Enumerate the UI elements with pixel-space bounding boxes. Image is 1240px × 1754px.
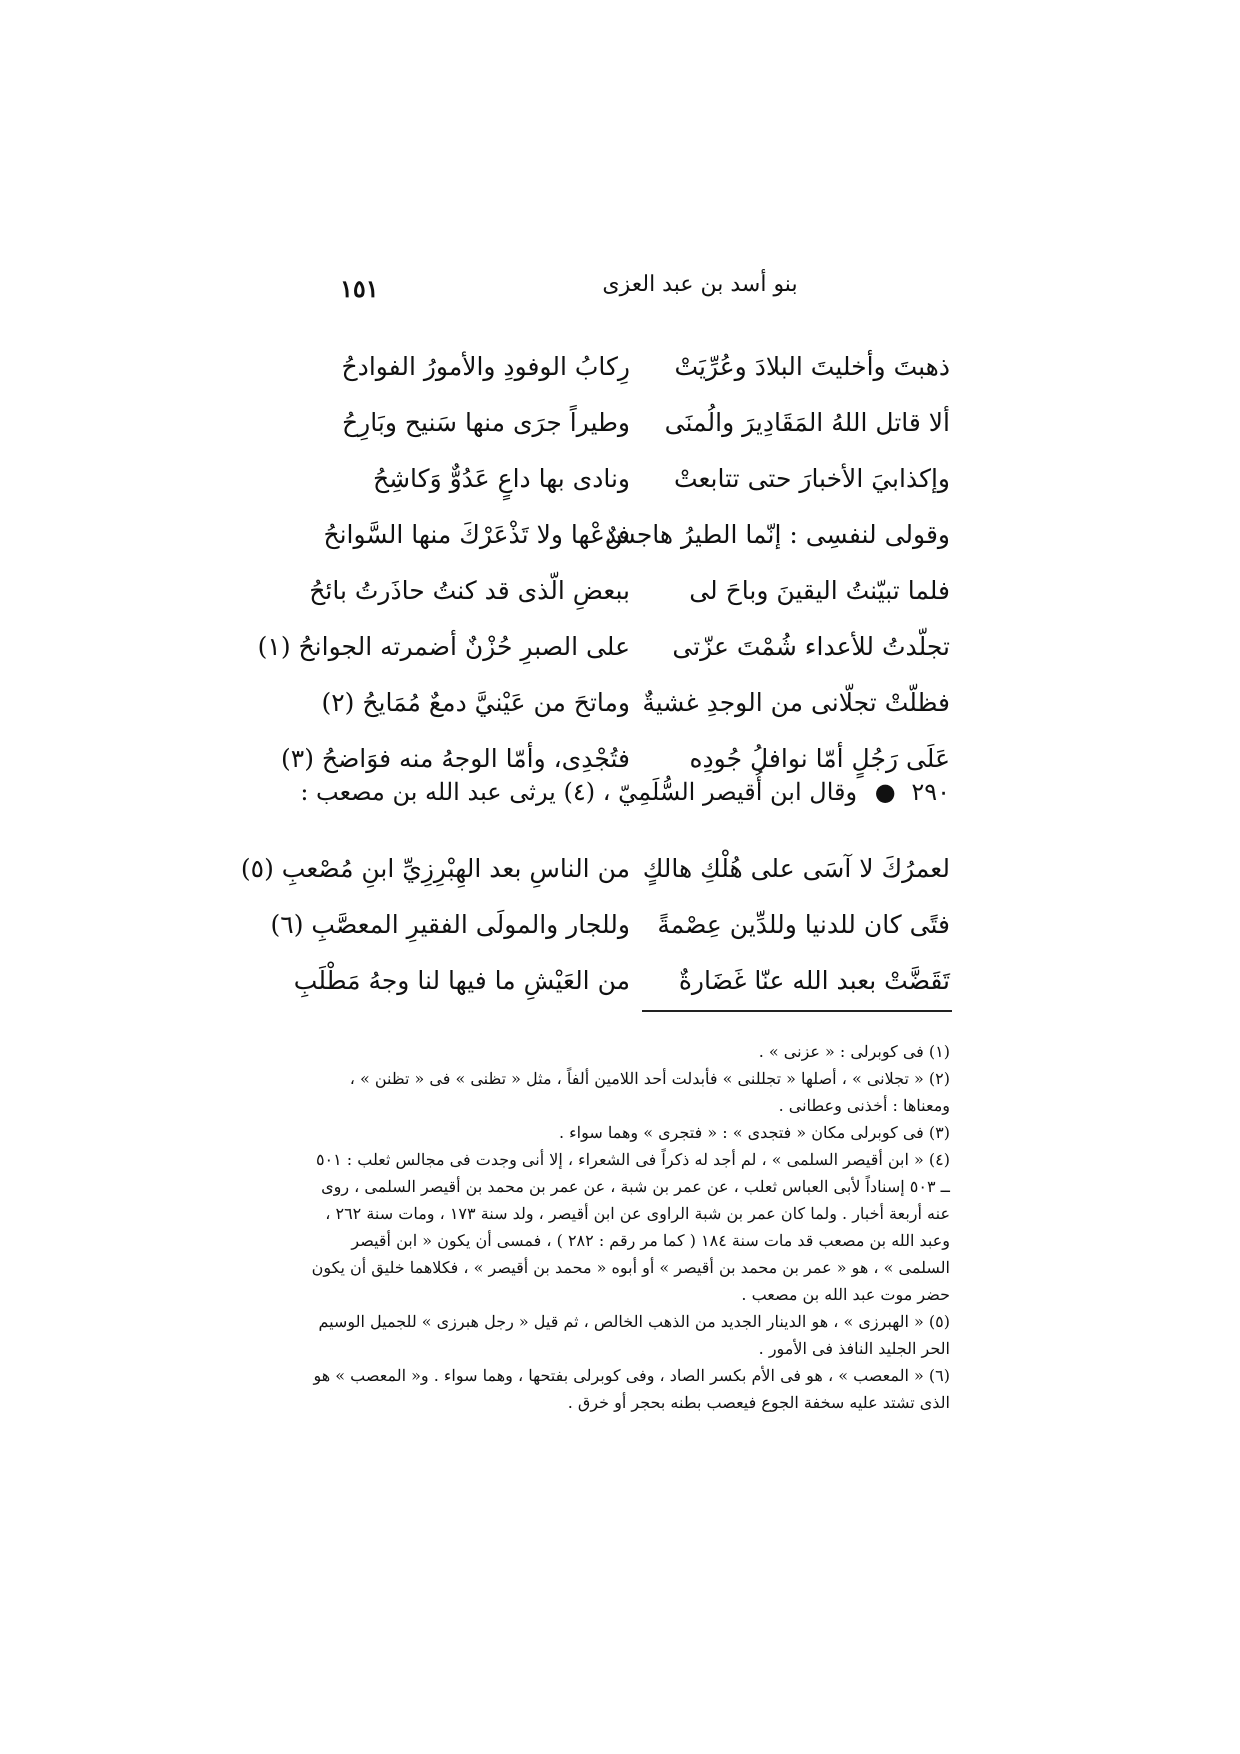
verse-line [240, 840, 950, 896]
verse-second-hemistich: من الناسِ بعد الهِبْرِزِيِّ ابنِ مُصْعبِ (٥) [240, 853, 630, 883]
verse-second-hemistich: وللجار والمولَى الفقيرِ المعصَّبِ (٦) [270, 909, 630, 939]
footnote: (٥) « الهبرزى » ، هو الدينار الجديد من الذهب الخالص ، ثم قيل « رجل هبرزى » للجميل الوسيم الحر الجليد النافذ فى الأمور . [318, 1312, 950, 1358]
footnote: (٣) فى كوبرلى مكان « فتجدى » : « فتجرى » وهما سواء . [558, 1123, 950, 1142]
verse-line [309, 562, 950, 618]
verse-line [330, 338, 950, 394]
verse-first-hemistich: تجلّدتُ للأعداء شُمْتَ عزّتى [672, 631, 950, 661]
page-header [330, 272, 950, 312]
footnote: (٦) « المعصب » ، هو فى الأم بكسر الصاد ، وفى كوبرلى بفتحها ، وهما سواء . و« المعصب » هو الذى تشتد عليه سخفة الجوع فيعصب بطنه بحجر أو خرق . [313, 1366, 950, 1412]
verse-line [330, 450, 950, 506]
elegy-poem-1 [257, 338, 950, 786]
verse-first-hemistich: فظلّتْ تجلّانى من الوجدِ غشيةٌ [642, 687, 950, 717]
verse-first-hemistich: لعمرُكَ لا آسَى على هُلْكِ هالكٍ [642, 853, 950, 883]
footnote: (١) فى كوبرلى : « عزنى » . [758, 1042, 950, 1061]
verse-first-hemistich: فتًى كان للدنيا وللدِّين عِصْمةً [657, 909, 950, 939]
bullet-icon: ● [874, 778, 896, 806]
verse-second-hemistich: من العَيْشِ ما فيها لنا وجهُ مَطْلَبِ [293, 965, 630, 995]
footnote: (٢) « تجلانى » ، أصلها « تجللنى » فأبدلت أحد اللامين ألفاً ، مثل « تظنى » فى « تظنن » ، ومعناها : أخذنى وعطانى . [349, 1069, 950, 1115]
verse-line [293, 952, 950, 1008]
verse-first-hemistich: وإكذابيَ الأخبارَ حتى تتابعتْ [673, 463, 950, 493]
verse-line [323, 506, 950, 562]
verse-first-hemistich: فلما تبيّنتُ اليقينَ وباحَ لى [689, 575, 950, 605]
footnote: (٤) « ابن أقيصر السلمى » ، لم أجد له ذكراً فى الشعراء ، إلا أنى وجدت فى مجالس ثعلب : ٥٠١ ــ ٥٠٣ إسناداً لأبى العباس ثعلب ، عن عمر بن شبة ، عن عمر بن محمد بن أقيصر السلمى ، روى عنه أربعة أخبار . ولما كان عمر بن شبة الراوى عن ابن أقيصر ، ولد سنة ١٧٣ ، ومات سنة ٢٦٢ ، وعبد الله بن مصعب قد مات سنة ١٨٤ ( كما مر رقم : ٢٨٢ ) ، فمسى أن يكون « ابن أقيصر السلمى » ، هو « عمر بن محمد بن أقيصر » أو أبوه « محمد بن أقيصر » ، فكلاهما خليق أن يكون حضر موت عبد الله بن مصعب . [311, 1150, 950, 1304]
verse-second-hemistich: رِكابُ الوفودِ والأمورُ الفوادحُ [341, 351, 630, 381]
section-heading [300, 778, 950, 806]
verse-first-hemistich: عَلَى رَجُلٍ أمّا نوافلُ جُودِه [689, 743, 950, 773]
section-number: ٢٩٠ [911, 778, 950, 806]
footnote-divider [642, 1010, 952, 1012]
verse-first-hemistich: ألا قاتل اللهُ المَقَادِيرَ والُمنَى [664, 407, 950, 437]
verse-second-hemistich: فتُجْدِى، وأمّا الوجهُ منه فوَاضحُ (٣) [281, 743, 630, 773]
verse-first-hemistich: ذهبتَ وأخليتَ البلادَ وعُرِّيَتْ [674, 351, 950, 381]
verse-second-hemistich: ونادى بها داعٍ عَدُوٌّ وَكاشِحُ [372, 463, 630, 493]
verse-second-hemistich: وماتحَ من عَيْنيَّ دمعٌ مُمَايحُ (٢) [321, 687, 630, 717]
verse-first-hemistich: تَقَضَّتْ بعبد الله عنّا غَضَارةٌ [678, 965, 950, 995]
verse-line [257, 618, 950, 674]
verse-second-hemistich: فدعْها ولا تَذْعَرْكَ منها السَّوانحُ [323, 519, 630, 549]
verse-line [270, 896, 950, 952]
verse-line [321, 674, 950, 730]
running-title: بنو أسد بن عبد العزى [602, 272, 798, 297]
verse-second-hemistich: على الصبرِ حُزْنٌ أضمرته الجوانحُ (١) [257, 631, 630, 661]
footnotes [310, 1038, 950, 1416]
verse-second-hemistich: وطيراً جرَى منها سَنيح وبَارِحُ [342, 407, 630, 437]
elegy-poem-2 [240, 840, 950, 1008]
section-heading-text: وقال ابن أُقيصر السُّلَمِيّ ، (٤) يرثى عبد الله بن مصعب : [300, 778, 858, 806]
verse-second-hemistich: ببعضِ الّذى قد كنتُ حاذَرتُ بائحُ [309, 575, 630, 605]
verse-line [330, 394, 950, 450]
verse-first-hemistich: وقولى لنفسِى : إنّما الطيرُ هاجسٌ [604, 519, 950, 549]
page-number: ١٥١ [340, 274, 379, 303]
